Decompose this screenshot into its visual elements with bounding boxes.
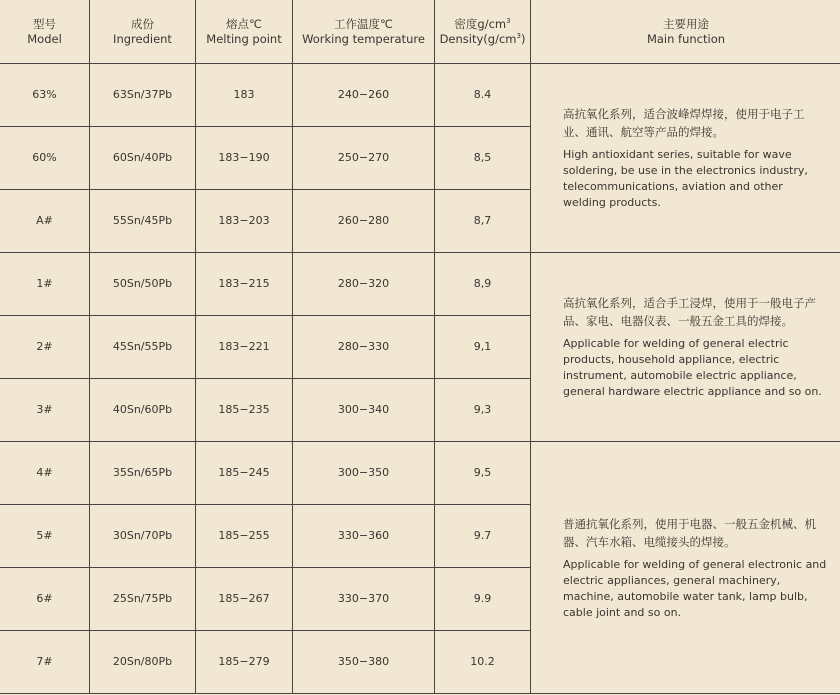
- cell-density: 9,5: [435, 442, 531, 505]
- cell-melting-point: 185−255: [196, 505, 293, 568]
- cell-density: 8,5: [435, 127, 531, 190]
- cell-density: 8,7: [435, 190, 531, 253]
- cell-ingredient: 30Sn/70Pb: [90, 505, 196, 568]
- cell-ingredient: 45Sn/55Pb: [90, 316, 196, 379]
- cell-melting-point: 183−203: [196, 190, 293, 253]
- cell-density: 9,3: [435, 379, 531, 442]
- cell-density: 9.9: [435, 568, 531, 631]
- cell-working-temperature: 330−360: [293, 505, 435, 568]
- header-ingredient: 成份 Ingredient: [90, 0, 196, 64]
- cell-working-temperature: 300−340: [293, 379, 435, 442]
- header-working-temperature: 工作温度℃ Working temperature: [293, 0, 435, 64]
- function-en: Applicable for welding of general electric products, household appliance, electric instrument, automobile electric appliance, general hardware electric appliance and so on.: [563, 337, 822, 398]
- cell-melting-point: 183−215: [196, 253, 293, 316]
- function-zh: 普通抗氧化系列，使用于电器、一般五金机械、机器、汽车水箱、电缆接头的焊接。: [563, 516, 816, 549]
- cell-ingredient: 55Sn/45Pb: [90, 190, 196, 253]
- cell-working-temperature: 280−330: [293, 316, 435, 379]
- cell-ingredient: 60Sn/40Pb: [90, 127, 196, 190]
- cell-working-temperature: 260−280: [293, 190, 435, 253]
- cell-model: 5#: [0, 505, 90, 568]
- cell-working-temperature: 280−320: [293, 253, 435, 316]
- cell-main-function-group-1: [531, 64, 840, 253]
- header-model: 型号 Model: [0, 0, 90, 64]
- header-main-function: 主要用途 Main function: [531, 0, 840, 64]
- cell-model: A#: [0, 190, 90, 253]
- cell-ingredient: 40Sn/60Pb: [90, 379, 196, 442]
- cell-working-temperature: 330−370: [293, 568, 435, 631]
- cell-working-temperature: 250−270: [293, 127, 435, 190]
- cell-melting-point: 183: [196, 64, 293, 127]
- cell-density: 10.2: [435, 631, 531, 694]
- cell-model: 2#: [0, 316, 90, 379]
- cell-melting-point: 183−190: [196, 127, 293, 190]
- header-melting-point: 熔点℃ Melting point: [196, 0, 293, 64]
- cell-working-temperature: 240−260: [293, 64, 435, 127]
- cell-density: 8,9: [435, 253, 531, 316]
- header-density: 密度$g/cm^3$ $Density(g/cm^3)$: [435, 0, 531, 64]
- cell-working-temperature: 350−380: [293, 631, 435, 694]
- cell-density: 9.7: [435, 505, 531, 568]
- cell-melting-point: 185−235: [196, 379, 293, 442]
- cell-melting-point: 185−267: [196, 568, 293, 631]
- cell-ingredient: 25Sn/75Pb: [90, 568, 196, 631]
- table-row: [0, 253, 840, 316]
- cell-model: 63%: [0, 64, 90, 127]
- cell-ingredient: 50Sn/50Pb: [90, 253, 196, 316]
- function-en: Applicable for welding of general electronic and electric appliances, general machinery, machine, automobile water tank, lamp bulb, cable joint and so on.: [563, 557, 827, 619]
- cell-model: 6#: [0, 568, 90, 631]
- cell-melting-point: 185−245: [196, 442, 293, 505]
- function-zh: 高抗氧化系列，适合波峰焊焊接，使用于电子工业、通讯、航空等产品的焊接。: [563, 107, 805, 139]
- cell-model: 3#: [0, 379, 90, 442]
- header-row: [0, 0, 840, 64]
- cell-model: 1#: [0, 253, 90, 316]
- cell-melting-point: 183−221: [196, 316, 293, 379]
- cell-density: 9,1: [435, 316, 531, 379]
- table-row: [0, 442, 840, 505]
- cell-model: 7#: [0, 631, 90, 694]
- table-row: [0, 64, 840, 127]
- cell-working-temperature: 300−350: [293, 442, 435, 505]
- cell-model: 4#: [0, 442, 90, 505]
- cell-melting-point: 185−279: [196, 631, 293, 694]
- cell-density: 8.4: [435, 64, 531, 127]
- cell-model: 60%: [0, 127, 90, 190]
- function-zh: 高抗氧化系列，适合手工浸焊，使用于一般电子产品、家电、电器仪表、一般五金工具的焊接。: [563, 296, 816, 328]
- cell-main-function-group-3: [531, 442, 840, 694]
- cell-ingredient: 63Sn/37Pb: [90, 64, 196, 127]
- cell-ingredient: 20Sn/80Pb: [90, 631, 196, 694]
- cell-main-function-group-2: [531, 253, 840, 442]
- function-en: High antioxidant series, suitable for wave soldering, be use in the electronics industry, telecommunications, aviation and other welding products.: [563, 148, 808, 209]
- cell-ingredient: 35Sn/65Pb: [90, 442, 196, 505]
